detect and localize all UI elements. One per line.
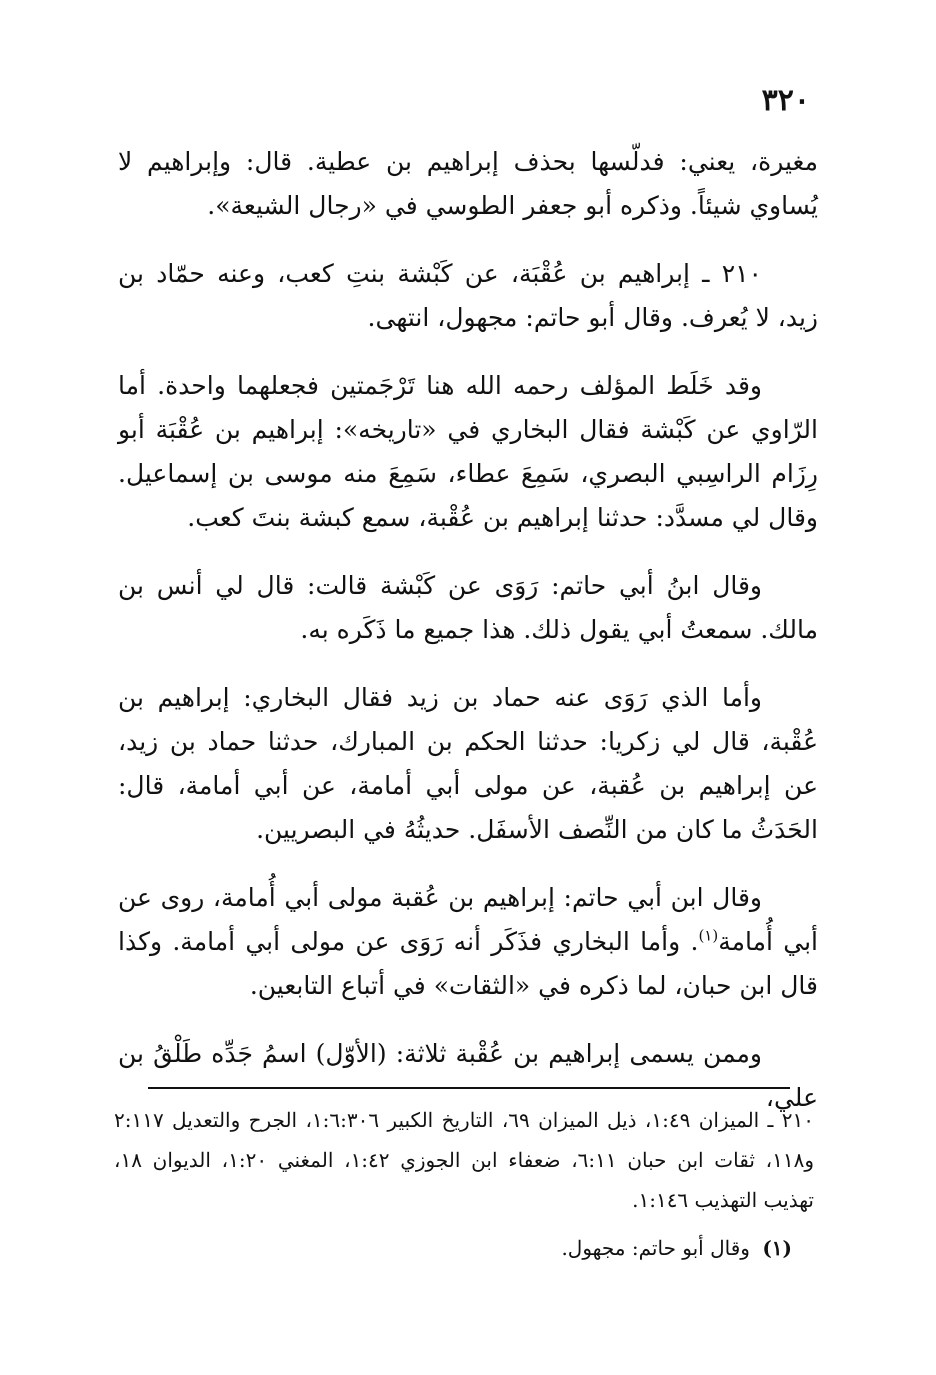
paragraph-5	[118, 676, 818, 852]
paragraph-1-text: مغيرة، يعني: فدلّسها بحذف إبراهيم بن عطية. قال: وإبراهيم لا يُساوي شيئاً. وذكره أبو جعفر الطوسي في «رجال الشيعة».	[118, 147, 818, 220]
paragraph-1	[118, 140, 818, 228]
main-text	[118, 140, 818, 1144]
footnotes	[114, 1100, 814, 1268]
paragraph-4	[118, 564, 818, 652]
paragraph-5-text: وأما الذي رَوَى عنه حماد بن زيد فقال البخاري: إبراهيم بن عُقْبة، قال لي زكريا: حدثنا الحكم بن المبارك، حدثنا حماد بن زيد، عن إبراهيم بن عُقبة، عن مولى أبي أمامة، عن أبي أمامة، قال: الحَدَثُ ما كان من النِّصف الأسفَل. حديثُهُ في البصريين.	[118, 683, 818, 844]
paragraph-3-text: وقد خَلَط المؤلف رحمه الله هنا تَرْجَمتين فجعلهما واحدة. أما الرّاوي عن كَبْشة فقال البخاري في «تاريخه»: إبراهيم بن عُقْبَة أبو رِزَام الراسِبي البصري، سَمِعَ عطاء، سَمِعَ منه موسى بن إسماعيل. وقال لي مسدَّد: حدثنا إبراهيم بن عُقْبة، سمع كبشة بنتَ كعب.	[118, 371, 818, 532]
paragraph-4-text: وقال ابنُ أبي حاتم: رَوَى عن كَبْشة قالت: قال لي أنس بن مالك. سمعتُ أبي يقول ذلك. هذا جميع ما ذَكَره به.	[118, 571, 818, 644]
page-number: ٣٢٠	[761, 83, 810, 118]
footnote-references: ٢١٠ ـ الميزان ١:٤٩، ذيل الميزان ٦٩، التاريخ الكبير ١:٦:٣٠٦، الجرح والتعديل ٢:١١٧ و١١٨، ثقات ابن حبان ٦:١١، ضعفاء ابن الجوزي ١:٤٢، المغني ١:٢٠، الديوان ١٨، تهذيب التهذيب ١:١٤٦.	[114, 1108, 814, 1212]
paragraph-6-text-after-note: . وأما البخاري فذَكَر أنه رَوَى عن مولى أبي أمامة. وكذا قال ابن حبان، لما ذكره في «الثقات» في أتباع التابعين.	[118, 927, 818, 1000]
footnote-divider	[148, 1087, 790, 1089]
entry-210-heading	[118, 252, 818, 340]
footnote-1-number: (١)	[762, 1236, 792, 1260]
footnote-1-text: وقال أبو حاتم: مجهول.	[561, 1236, 750, 1260]
paragraph-6-text-before-note: وقال ابن أبي حاتم: إبراهيم بن عُقبة مولى أبي أُمامة، روى عن أبي أُمامة	[118, 883, 819, 956]
paragraph-6	[118, 876, 818, 1008]
paragraph-7-text: وممن يسمى إبراهيم بن عُقْبة ثلاثة: (الأوّل) اسمُ جَدِّه طَلْقُ بن علي،	[118, 1039, 818, 1112]
paragraph-3	[118, 364, 818, 540]
footnote-1	[114, 1228, 814, 1268]
entry-210-text: ٢١٠ ـ إبراهيم بن عُقْبَة، عن كَبْشة بنتِ كعب، وعنه حمّاد بن زيد، لا يُعرف. وقال أبو حاتم: مجهول، انتهى.	[118, 259, 818, 332]
footnote-reference-1[interactable]: (١)	[698, 926, 719, 945]
